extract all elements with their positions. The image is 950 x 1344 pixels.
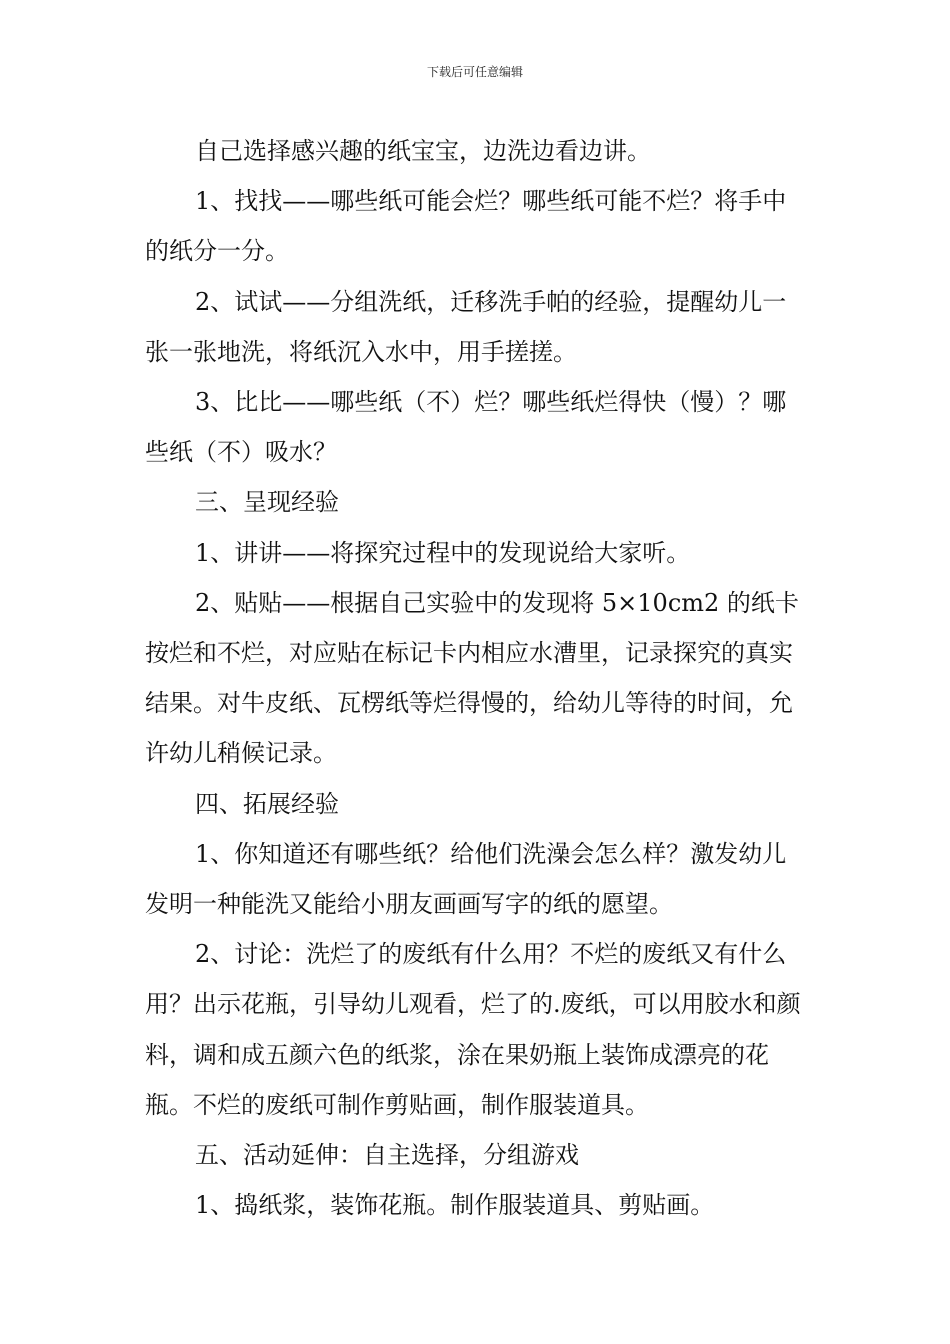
section-heading-present: 三、呈现经验 [195,488,339,517]
paragraph-pulp: 1、捣纸浆，装饰花瓶。制作服装道具、剪贴画。 [195,1191,715,1220]
paragraph-discuss: 2、讨论：洗烂了的废纸有什么用？不烂的废纸又有什么用？出示花瓶，引导幼儿观看，烂了的.废纸，可以用胶水和颜料，调和成五颜六色的纸浆，涂在果奶瓶上装饰成漂亮的花瓶。不烂的废纸可制作剪贴画，制作服装道具。 [145,940,801,1119]
paragraph-compare: 3、比比——哪些纸（不）烂？哪些纸烂得快（慢）？哪些纸（不）吸水？ [145,388,787,467]
paragraph-paste: 2、贴贴——根据自己实验中的发现将 5×10cm2 的纸卡按烂和不烂，对应贴在标记卡内相应水漕里，记录探究的真实结果。对牛皮纸、瓦楞纸等烂得慢的，给幼儿等待的时间，允许幼儿稍候记录。 [145,588,799,768]
paragraph-know: 1、你知道还有哪些纸？给他们洗澡会怎么样？激发幼儿发明一种能洗又能给小朋友画画写字的纸的愿望。 [145,839,787,919]
page-header-note: 下载后可任意编辑 [426,65,523,79]
paragraph-intro: 自己选择感兴趣的纸宝宝，边洗边看边讲。 [195,137,651,165]
document-body [145,126,810,1230]
paragraph-try: 2、试试——分组洗纸，迁移洗手帕的经验，提醒幼儿一张一张地洗，将纸沉入水中，用手搓搓。 [145,287,787,366]
paragraph-find: 1、找找——哪些纸可能会烂？哪些纸可能不烂？将手中的纸分一分。 [145,187,787,266]
section-heading-extend: 四、拓展经验 [195,789,339,818]
section-heading-activity: 五、活动延伸：自主选择，分组游戏 [195,1141,579,1170]
paragraph-talk: 1、讲讲——将探究过程中的发现说给大家听。 [195,538,691,567]
